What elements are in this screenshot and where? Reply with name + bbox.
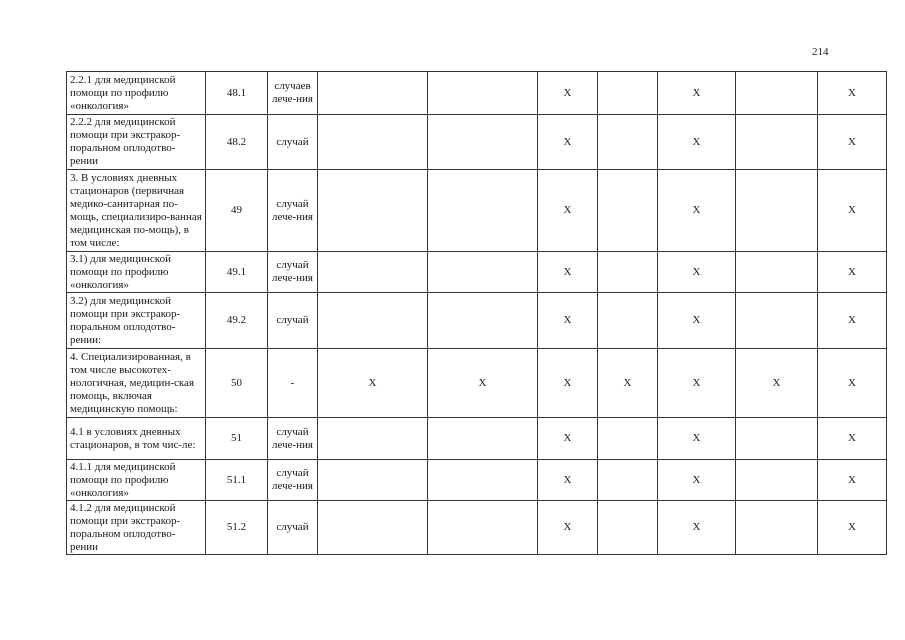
mark-cell: X xyxy=(658,72,736,115)
mark-cell: X xyxy=(598,349,658,418)
mark-cell xyxy=(598,460,658,501)
mark-cell xyxy=(736,115,818,170)
table-row xyxy=(67,293,887,349)
mark-cell: X xyxy=(818,72,887,115)
row-name-cell: 4.1 в условиях дневных стационаров, в том чис-ле: xyxy=(67,418,206,460)
mark-cell: X xyxy=(428,349,538,418)
table-row xyxy=(67,115,887,170)
row-name-cell: 4. Специализированная, в том числе высокотех-нологичная, медицин-ская помощь, включая медицинскую помощь: xyxy=(67,349,206,418)
table-row xyxy=(67,72,887,115)
row-unit-cell: случай лече-ния xyxy=(268,252,318,293)
mark-cell xyxy=(598,418,658,460)
mark-cell xyxy=(318,418,428,460)
row-name-cell: 4.1.2 для медицинской помощи при экстракор-поральном оплодотво-рении xyxy=(67,501,206,555)
table-row xyxy=(67,170,887,252)
mark-cell: X xyxy=(658,115,736,170)
mark-cell xyxy=(428,72,538,115)
row-number-cell: 48.1 xyxy=(206,72,268,115)
mark-cell: X xyxy=(538,293,598,349)
table-row xyxy=(67,501,887,555)
mark-cell xyxy=(598,501,658,555)
mark-cell xyxy=(736,501,818,555)
row-number-cell: 51 xyxy=(206,418,268,460)
row-name-cell: 3.2) для медицинской помощи при экстракор-поральном оплодотво-рении: xyxy=(67,293,206,349)
table-row xyxy=(67,418,887,460)
mark-cell: X xyxy=(658,170,736,252)
mark-cell: X xyxy=(538,115,598,170)
mark-cell: X xyxy=(318,349,428,418)
mark-cell xyxy=(428,460,538,501)
mark-cell xyxy=(736,460,818,501)
mark-cell: X xyxy=(658,460,736,501)
mark-cell: X xyxy=(658,252,736,293)
table-row xyxy=(67,349,887,418)
mark-cell xyxy=(736,252,818,293)
mark-cell xyxy=(598,252,658,293)
data-table xyxy=(66,71,887,555)
page-number: 214 xyxy=(812,46,829,58)
mark-cell: X xyxy=(658,418,736,460)
mark-cell: X xyxy=(538,349,598,418)
row-unit-cell: случай xyxy=(268,501,318,555)
row-number-cell: 49.2 xyxy=(206,293,268,349)
mark-cell xyxy=(736,170,818,252)
mark-cell xyxy=(318,72,428,115)
row-name-cell: 2.2.1 для медицинской помощи по профилю «онкология» xyxy=(67,72,206,115)
mark-cell: X xyxy=(818,115,887,170)
row-name-cell: 2.2.2 для медицинской помощи при экстракор-поральном оплодотво-рении xyxy=(67,115,206,170)
mark-cell: X xyxy=(818,170,887,252)
row-unit-cell: случай лече-ния xyxy=(268,170,318,252)
row-name-cell: 3.1) для медицинской помощи по профилю «онкология» xyxy=(67,252,206,293)
mark-cell: X xyxy=(818,293,887,349)
mark-cell xyxy=(598,72,658,115)
row-name-cell: 4.1.1 для медицинской помощи по профилю «онкология» xyxy=(67,460,206,501)
mark-cell xyxy=(598,293,658,349)
mark-cell: X xyxy=(658,501,736,555)
row-unit-cell: случай лече-ния xyxy=(268,460,318,501)
mark-cell: X xyxy=(818,460,887,501)
mark-cell: X xyxy=(818,418,887,460)
mark-cell xyxy=(736,293,818,349)
row-unit-cell: - xyxy=(268,349,318,418)
table-row xyxy=(67,460,887,501)
table-row xyxy=(67,252,887,293)
mark-cell xyxy=(318,170,428,252)
mark-cell: X xyxy=(538,170,598,252)
row-unit-cell: случай лече-ния xyxy=(268,418,318,460)
mark-cell: X xyxy=(818,501,887,555)
mark-cell: X xyxy=(818,252,887,293)
mark-cell xyxy=(318,115,428,170)
mark-cell xyxy=(428,115,538,170)
mark-cell: X xyxy=(538,460,598,501)
row-number-cell: 51.1 xyxy=(206,460,268,501)
mark-cell: X xyxy=(538,501,598,555)
mark-cell xyxy=(428,501,538,555)
mark-cell xyxy=(318,460,428,501)
mark-cell xyxy=(598,115,658,170)
mark-cell: X xyxy=(818,349,887,418)
mark-cell xyxy=(428,252,538,293)
row-number-cell: 50 xyxy=(206,349,268,418)
mark-cell xyxy=(736,418,818,460)
row-unit-cell: случай xyxy=(268,115,318,170)
row-number-cell: 49.1 xyxy=(206,252,268,293)
mark-cell xyxy=(318,501,428,555)
mark-cell xyxy=(598,170,658,252)
mark-cell: X xyxy=(658,293,736,349)
row-name-cell: 3. В условиях дневных стационаров (первичная медико-санитарная по-мощь, специализиро-ванная медицинская по-мощь), в том числе: xyxy=(67,170,206,252)
mark-cell: X xyxy=(658,349,736,418)
row-number-cell: 48.2 xyxy=(206,115,268,170)
mark-cell xyxy=(318,293,428,349)
mark-cell xyxy=(428,293,538,349)
mark-cell xyxy=(736,72,818,115)
mark-cell: X xyxy=(538,72,598,115)
mark-cell: X xyxy=(538,418,598,460)
mark-cell: X xyxy=(736,349,818,418)
mark-cell xyxy=(428,418,538,460)
mark-cell xyxy=(318,252,428,293)
mark-cell xyxy=(428,170,538,252)
row-unit-cell: случай xyxy=(268,293,318,349)
row-unit-cell: случаев лече-ния xyxy=(268,72,318,115)
row-number-cell: 51.2 xyxy=(206,501,268,555)
row-number-cell: 49 xyxy=(206,170,268,252)
mark-cell: X xyxy=(538,252,598,293)
